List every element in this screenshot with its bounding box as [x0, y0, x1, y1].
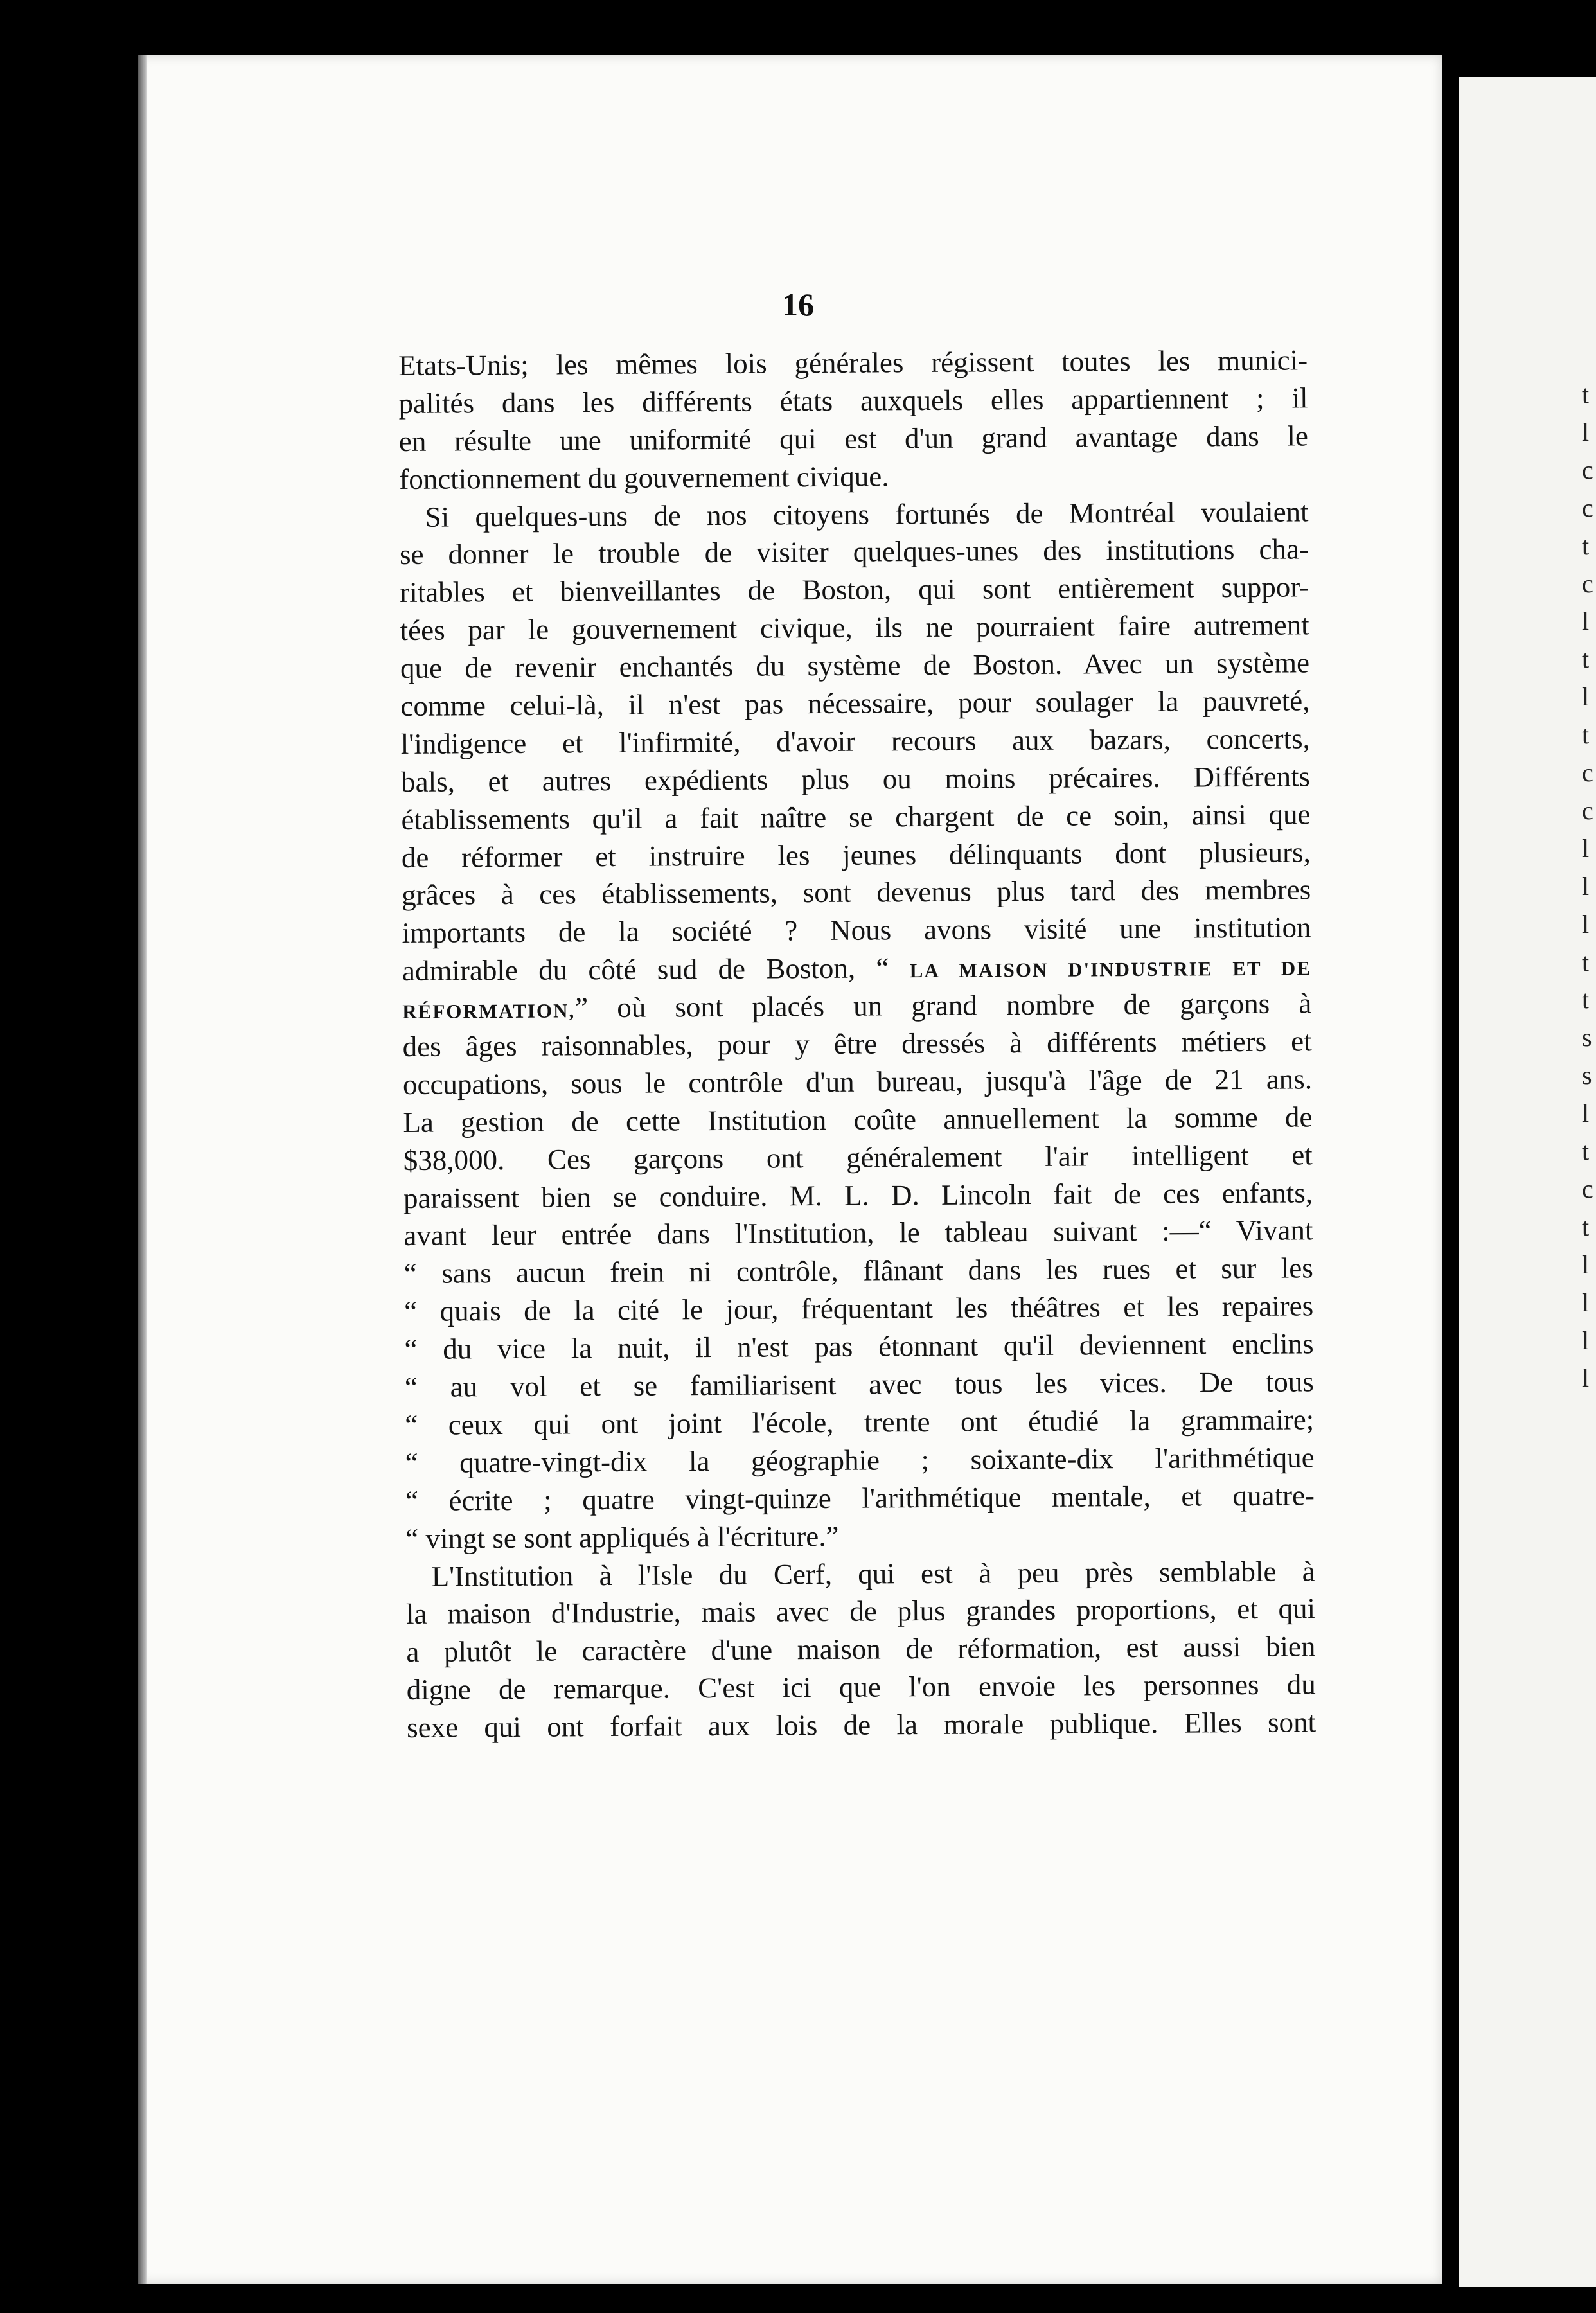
edge-letter: t — [1582, 380, 1590, 409]
text-line: a plutôt le caractère d'une maison de réformation, est aussi bien — [406, 1630, 1316, 1669]
text-line: des âges raisonnables, pour y être dressés à différents métiers et — [402, 1025, 1312, 1063]
text-line: grâces à ces établissements, sont devenus plus tard des membres — [402, 873, 1311, 912]
text-line: “ du vice la nuit, il n'est pas étonnant qu'il deviennent enclins — [404, 1327, 1314, 1366]
text-line: bals, et autres expédients plus ou moins précaires. Différents — [400, 760, 1311, 798]
edge-letter: c — [1582, 795, 1593, 825]
edge-letter: l — [1582, 1099, 1590, 1128]
text-line: que de revenir enchantés du système de Boston. Avec un système — [400, 646, 1310, 685]
text-line: de réformer et instruire les jeunes délinquants dont plusieurs, — [401, 835, 1311, 874]
edge-letter: c — [1582, 455, 1593, 484]
edge-letter: s — [1582, 1023, 1592, 1052]
edge-letter: c — [1582, 1174, 1593, 1203]
text-line: “ ceux qui ont joint l'école, trente ont étudié la grammaire; — [405, 1403, 1315, 1441]
edge-letter: l — [1582, 607, 1590, 636]
text-line: La gestion de cette Institution coûte annuellement la somme de — [403, 1101, 1313, 1139]
text-line: occupations, sous le contrôle d'un bureau, jusqu'à l'âge de 21 ans. — [402, 1063, 1313, 1101]
page-number: 16 — [782, 287, 814, 323]
text-line: “ vingt se sont appliqués à l'écriture.” — [405, 1520, 839, 1555]
text-line: palités dans les différents états auxquels elles appartiennent ; il — [398, 382, 1308, 420]
edge-letter: t — [1582, 644, 1590, 674]
edge-letter: l — [1582, 909, 1590, 939]
edge-letter: l — [1582, 871, 1590, 901]
adjacent-page-edge — [1459, 77, 1596, 2287]
text-line — [402, 947, 1311, 991]
edge-letter: l — [1582, 1288, 1590, 1317]
edge-letter: t — [1582, 985, 1590, 1015]
text-line: “ au vol et se familiarisent avec tous les vices. De tous — [404, 1365, 1315, 1404]
text-line — [402, 984, 1311, 1028]
edge-letter: t — [1582, 947, 1590, 977]
text-line: sexe qui ont forfait aux lois de la morale publique. Elles sont — [406, 1706, 1317, 1744]
edge-letter: l — [1582, 1250, 1590, 1279]
text-line-suffix: ” où sont placés un grand nombre de garçons à — [574, 987, 1312, 1024]
text-line: digne de remarque. C'est ici que l'on envoie les personnes du — [406, 1668, 1316, 1706]
text-line: tées par le gouvernement civique, ils ne pourraient faire autrement — [400, 608, 1309, 647]
text-line: “ quatre-vingt-dix la géographie ; soixante-dix l'arithmétique — [405, 1441, 1315, 1479]
text-line: “ quais de la cité le jour, fréquentant les théâtres et les repaires — [404, 1289, 1314, 1328]
text-line: Si quelques-uns de nos citoyens fortunés de Montréal voulaient — [425, 495, 1309, 533]
edge-letter: t — [1582, 1212, 1590, 1241]
small-caps-title: LA MAISON D'INDUSTRIE ET DE — [909, 957, 1312, 982]
text-line: Etats-Unis; les mêmes lois générales régissent toutes les munici- — [398, 344, 1308, 382]
body-text — [398, 341, 1316, 1747]
edge-letter: c — [1582, 569, 1593, 598]
text-line: L'Institution à l'Isle du Cerf, qui est à peu près semblable à — [431, 1554, 1315, 1593]
edge-letter: c — [1582, 493, 1593, 522]
text-line: “ écrite ; quatre vingt-quinze l'arithmétique mentale, et quatre- — [405, 1479, 1315, 1517]
small-caps-title: RÉFORMATION, — [402, 999, 576, 1024]
text-line: avant leur entrée dans l'Institution, le tableau suivant :—“ Vivant — [403, 1214, 1313, 1252]
text-line: importants de la société ? Nous avons visité une institution — [402, 911, 1311, 950]
edge-letter: l — [1582, 682, 1590, 712]
edge-letter: s — [1582, 1061, 1592, 1090]
text-line-prefix: admirable du côté sud de Boston, “ — [402, 952, 910, 988]
edge-letter: l — [1582, 417, 1590, 447]
text-line: ritables et bienveillantes de Boston, qui sont entièrement suppor- — [400, 571, 1309, 609]
text-line: paraissent bien se conduire. M. L. D. Lincoln fait de ces enfants, — [403, 1176, 1313, 1214]
edge-letter: t — [1582, 720, 1590, 750]
edge-letter: c — [1582, 758, 1593, 787]
text-line: en résulte une uniformité qui est d'un grand avantage dans le — [398, 420, 1309, 457]
edge-letter: l — [1582, 1325, 1590, 1355]
edge-letter: t — [1582, 1137, 1590, 1165]
text-line: comme celui-là, il n'est pas nécessaire, pour soulager la pauvreté, — [400, 684, 1310, 723]
text-line: se donner le trouble de visiter quelques-unes des institutions cha- — [399, 533, 1309, 571]
text-line: la maison d'Industrie, mais avec de plus grandes proportions, et qui — [405, 1592, 1316, 1631]
text-line: $38,000. Ces garçons ont généralement l'air intelligent et — [403, 1139, 1313, 1176]
edge-letter: l — [1582, 1363, 1590, 1393]
page-edge-shadow — [138, 55, 147, 2284]
text-line: établissements qu'il a fait naître se chargent de ce soin, ainsi que — [401, 798, 1311, 836]
text-line: “ sans aucun frein ni contrôle, flânant dans les rues et sur les — [403, 1252, 1313, 1290]
text-line: fonctionnement du gouvernement civique. — [399, 460, 889, 495]
text-line: l'indigence et l'infirmité, d'avoir recours aux bazars, concerts, — [400, 722, 1310, 760]
edge-letter: l — [1582, 833, 1590, 863]
edge-letter: t — [1582, 531, 1590, 560]
